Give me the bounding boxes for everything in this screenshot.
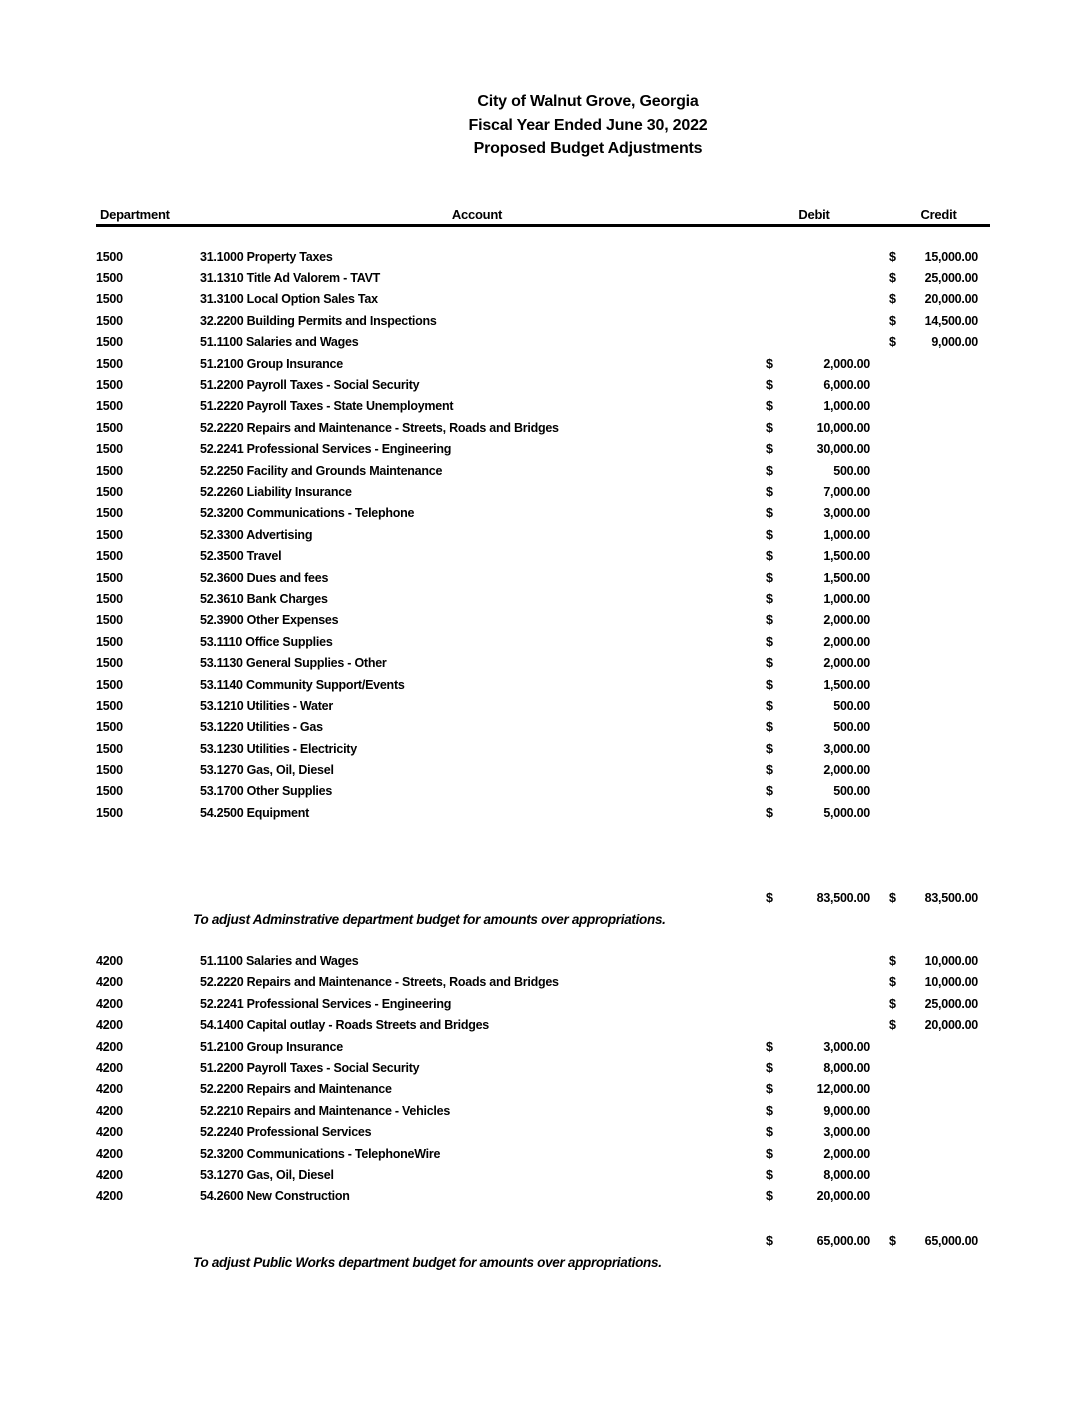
- department-cell: 1500: [96, 399, 123, 414]
- table-row: [96, 460, 990, 481]
- account-cell: 31.1000 Property Taxes: [200, 249, 333, 264]
- debit-cell: [754, 1040, 874, 1054]
- table-row: [96, 332, 990, 353]
- debit-cell-amount: 1,000.00: [823, 527, 870, 542]
- debit-cell-amount: 2,000.00: [823, 656, 870, 671]
- debit-cell-amount: 10,000.00: [816, 420, 870, 435]
- account-cell: 31.1310 Title Ad Valorem - TAVT: [200, 271, 381, 286]
- department-cell: 1500: [96, 378, 123, 393]
- currency-symbol: $: [889, 975, 896, 990]
- credit-cell-amount: 20,000.00: [924, 292, 978, 307]
- account-cell: 51.1100 Salaries and Wages: [200, 954, 359, 969]
- table-row: [96, 1186, 990, 1207]
- account-cell: 54.1400 Capital outlay - Roads Streets and Bridges: [200, 1018, 489, 1033]
- department-cell: 1500: [96, 549, 123, 564]
- account-cell: 32.2200 Building Permits and Inspections: [200, 313, 437, 328]
- debit-cell: [754, 613, 874, 627]
- account-cell: 53.1110 Office Supplies: [200, 634, 333, 649]
- header-account: Account: [451, 206, 503, 222]
- table-row: [96, 1164, 990, 1185]
- table-row: [96, 310, 990, 331]
- department-cell: 4200: [96, 1039, 123, 1054]
- currency-symbol: $: [889, 891, 896, 906]
- account-cell: 53.1230 Utilities - Electricity: [200, 741, 357, 756]
- table-row: [96, 610, 990, 631]
- department-cell: 1500: [96, 613, 123, 628]
- debit-cell-amount: 9,000.00: [823, 1103, 870, 1118]
- debit-cell: [754, 763, 874, 777]
- currency-symbol: $: [766, 741, 773, 756]
- debit-cell-amount: 500.00: [833, 784, 870, 799]
- currency-symbol: $: [766, 399, 773, 414]
- currency-symbol: $: [766, 1103, 773, 1118]
- table-row: [96, 802, 990, 823]
- credit-cell-amount: 25,000.00: [924, 271, 978, 286]
- debit-cell: [754, 1189, 874, 1203]
- table-row: [96, 1057, 990, 1078]
- table-row: [96, 1079, 990, 1100]
- account-cell: 53.1130 General Supplies - Other: [200, 656, 387, 671]
- currency-symbol: $: [889, 954, 896, 969]
- department-cell: 1500: [96, 442, 123, 457]
- currency-symbol: $: [766, 591, 773, 606]
- credit-cell: [887, 292, 990, 306]
- debit-cell-amount: 7,000.00: [823, 484, 870, 499]
- table-row: [96, 267, 990, 288]
- spacer: [96, 227, 990, 246]
- department-cell: 4200: [96, 954, 123, 969]
- spacer: [96, 1207, 990, 1230]
- credit-cell: [887, 314, 990, 328]
- total-debit-cell: [754, 1234, 874, 1248]
- credit-cell: [887, 335, 990, 349]
- table-row: [96, 759, 990, 780]
- debit-cell-amount: 500.00: [833, 463, 870, 478]
- header-credit: Credit: [920, 206, 957, 222]
- debit-cell: [754, 635, 874, 649]
- debit-cell: [754, 1125, 874, 1139]
- debit-cell-amount: 2,000.00: [823, 763, 870, 778]
- credit-cell: [887, 250, 990, 264]
- table-row: [96, 738, 990, 759]
- currency-symbol: $: [766, 1167, 773, 1182]
- department-cell: 1500: [96, 484, 123, 499]
- table-row: [96, 1015, 990, 1036]
- table-row: [96, 695, 990, 716]
- currency-symbol: $: [766, 356, 773, 371]
- currency-symbol: $: [889, 1233, 896, 1248]
- title-fiscal-year: Fiscal Year Ended June 30, 2022: [468, 116, 708, 134]
- credit-cell-amount: 14,500.00: [924, 313, 978, 328]
- debit-cell: [754, 357, 874, 371]
- debit-cell-amount: 3,000.00: [823, 741, 870, 756]
- department-cell: 1500: [96, 634, 123, 649]
- debit-cell-amount: 1,500.00: [823, 570, 870, 585]
- credit-cell: [887, 954, 990, 968]
- total-credit-cell: [887, 891, 990, 905]
- department-cell: 4200: [96, 975, 123, 990]
- title-city: City of Walnut Grove, Georgia: [477, 93, 699, 110]
- debit-cell-amount: 500.00: [833, 720, 870, 735]
- credit-cell-amount: 9,000.00: [931, 335, 978, 350]
- debit-cell: [754, 506, 874, 520]
- table-row: [96, 588, 990, 609]
- account-cell: 52.2260 Liability Insurance: [200, 484, 352, 499]
- currency-symbol: $: [766, 1039, 773, 1054]
- currency-symbol: $: [766, 1125, 773, 1140]
- department-cell: 1500: [96, 720, 123, 735]
- section-administrative-total-row: [96, 888, 990, 909]
- currency-symbol: $: [766, 1082, 773, 1097]
- currency-symbol: $: [766, 570, 773, 585]
- credit-cell-amount: 20,000.00: [924, 1018, 978, 1033]
- debit-cell: [754, 592, 874, 606]
- currency-symbol: $: [766, 677, 773, 692]
- debit-cell-amount: 1,000.00: [823, 399, 870, 414]
- credit-cell-amount: 25,000.00: [924, 996, 978, 1011]
- total-debit-cell: [754, 891, 874, 905]
- spacer: [96, 930, 990, 950]
- currency-symbol: $: [766, 463, 773, 478]
- table-row: [96, 481, 990, 502]
- table-row: [96, 417, 990, 438]
- total-credit-amount: 83,500.00: [924, 891, 978, 906]
- debit-cell: [754, 720, 874, 734]
- currency-symbol: $: [766, 805, 773, 820]
- department-cell: 1500: [96, 527, 123, 542]
- table-row: [96, 674, 990, 695]
- table-row: [96, 503, 990, 524]
- currency-symbol: $: [766, 763, 773, 778]
- credit-cell: [887, 975, 990, 989]
- debit-cell-amount: 2,000.00: [823, 634, 870, 649]
- debit-cell: [754, 656, 874, 670]
- account-cell: 52.2241 Professional Services - Engineering: [200, 996, 452, 1011]
- table-row: [96, 396, 990, 417]
- section-public-works-total-row: [96, 1230, 990, 1251]
- account-cell: 52.3200 Communications - TelephoneWire: [200, 1146, 441, 1161]
- section-public-works-rows: [96, 950, 990, 1207]
- department-cell: 1500: [96, 249, 123, 264]
- department-cell: 1500: [96, 271, 123, 286]
- department-cell: 4200: [96, 1103, 123, 1118]
- department-cell: 1500: [96, 420, 123, 435]
- debit-cell: [754, 806, 874, 820]
- debit-cell-amount: 5,000.00: [823, 805, 870, 820]
- currency-symbol: $: [766, 420, 773, 435]
- credit-cell-amount: 10,000.00: [924, 975, 978, 990]
- account-cell: 52.3500 Travel: [200, 549, 282, 564]
- account-cell: 53.1220 Utilities - Gas: [200, 720, 323, 735]
- department-cell: 4200: [96, 1189, 123, 1204]
- account-cell: 52.3610 Bank Charges: [200, 591, 328, 606]
- table-row: [96, 631, 990, 652]
- debit-cell: [754, 1082, 874, 1096]
- debit-cell-amount: 8,000.00: [823, 1167, 870, 1182]
- table-row: [96, 972, 990, 993]
- credit-cell-amount: 15,000.00: [924, 249, 978, 264]
- account-cell: 52.2241 Professional Services - Engineering: [200, 442, 452, 457]
- debit-cell: [754, 464, 874, 478]
- account-cell: 52.3600 Dues and fees: [200, 570, 329, 585]
- table-row: [96, 246, 990, 267]
- table-row: [96, 439, 990, 460]
- account-cell: 51.2220 Payroll Taxes - State Unemployment: [200, 399, 454, 414]
- total-credit-amount: 65,000.00: [924, 1233, 978, 1248]
- department-cell: 1500: [96, 763, 123, 778]
- debit-cell-amount: 1,500.00: [823, 677, 870, 692]
- debit-cell: [754, 1061, 874, 1075]
- department-cell: 1500: [96, 656, 123, 671]
- table-row: [96, 353, 990, 374]
- department-cell: 1500: [96, 698, 123, 713]
- currency-symbol: $: [766, 784, 773, 799]
- account-cell: 52.2210 Repairs and Maintenance - Vehicles: [200, 1103, 451, 1118]
- debit-cell-amount: 3,000.00: [823, 506, 870, 521]
- currency-symbol: $: [766, 506, 773, 521]
- account-cell: 51.1100 Salaries and Wages: [200, 335, 359, 350]
- debit-cell: [754, 485, 874, 499]
- table-row: [96, 950, 990, 971]
- credit-cell: [887, 997, 990, 1011]
- department-cell: 1500: [96, 313, 123, 328]
- table-row: [96, 1121, 990, 1142]
- table-row: [96, 524, 990, 545]
- debit-cell: [754, 1168, 874, 1182]
- debit-cell-amount: 30,000.00: [816, 442, 870, 457]
- account-cell: 52.2250 Facility and Grounds Maintenance: [200, 463, 443, 478]
- table-row: [96, 289, 990, 310]
- currency-symbol: $: [766, 484, 773, 499]
- table-header-row: [96, 204, 990, 227]
- department-cell: 4200: [96, 996, 123, 1011]
- department-cell: 4200: [96, 1060, 123, 1075]
- department-cell: 1500: [96, 506, 123, 521]
- debit-cell-amount: 6,000.00: [823, 378, 870, 393]
- department-cell: 4200: [96, 1018, 123, 1033]
- currency-symbol: $: [889, 292, 896, 307]
- budget-table: [96, 204, 990, 1273]
- credit-cell-amount: 10,000.00: [924, 954, 978, 969]
- currency-symbol: $: [889, 996, 896, 1011]
- account-cell: 52.2220 Repairs and Maintenance - Streets, Roads and Bridges: [200, 975, 559, 990]
- debit-cell: [754, 549, 874, 563]
- account-cell: 52.3300 Advertising: [200, 527, 313, 542]
- debit-cell-amount: 1,500.00: [823, 549, 870, 564]
- account-cell: 52.2220 Repairs and Maintenance - Streets, Roads and Bridges: [200, 420, 559, 435]
- account-cell: 52.2200 Repairs and Maintenance: [200, 1082, 392, 1097]
- section-public-works-note: To adjust Public Works department budget for amounts over appropriations.: [193, 1254, 662, 1270]
- debit-cell: [754, 678, 874, 692]
- department-cell: 4200: [96, 1146, 123, 1161]
- account-cell: 51.2200 Payroll Taxes - Social Security: [200, 1060, 420, 1075]
- table-row: [96, 781, 990, 802]
- debit-cell-amount: 3,000.00: [823, 1125, 870, 1140]
- currency-symbol: $: [766, 656, 773, 671]
- department-cell: 1500: [96, 292, 123, 307]
- debit-cell: [754, 421, 874, 435]
- department-cell: 1500: [96, 591, 123, 606]
- account-cell: 53.1210 Utilities - Water: [200, 698, 333, 713]
- currency-symbol: $: [766, 1233, 773, 1248]
- total-credit-cell: [887, 1234, 990, 1248]
- debit-cell-amount: 2,000.00: [823, 1146, 870, 1161]
- total-debit-amount: 83,500.00: [816, 891, 870, 906]
- debit-cell: [754, 742, 874, 756]
- currency-symbol: $: [889, 313, 896, 328]
- section-administrative-rows: [96, 246, 990, 824]
- account-cell: 53.1270 Gas, Oil, Diesel: [200, 763, 334, 778]
- department-cell: 1500: [96, 570, 123, 585]
- table-row: [96, 545, 990, 566]
- table-row: [96, 717, 990, 738]
- table-row: [96, 1036, 990, 1057]
- currency-symbol: $: [766, 891, 773, 906]
- credit-cell: [887, 1018, 990, 1032]
- debit-cell-amount: 20,000.00: [816, 1189, 870, 1204]
- table-row: [96, 1143, 990, 1164]
- department-cell: 1500: [96, 741, 123, 756]
- department-cell: 1500: [96, 356, 123, 371]
- currency-symbol: $: [766, 378, 773, 393]
- debit-cell: [754, 1104, 874, 1118]
- department-cell: 1500: [96, 463, 123, 478]
- currency-symbol: $: [766, 720, 773, 735]
- account-cell: 54.2600 New Construction: [200, 1189, 350, 1204]
- account-cell: 51.2100 Group Insurance: [200, 1039, 343, 1054]
- account-cell: 54.2500 Equipment: [200, 805, 309, 820]
- department-cell: 1500: [96, 677, 123, 692]
- debit-cell: [754, 399, 874, 413]
- spacer: [96, 824, 990, 888]
- debit-cell-amount: 3,000.00: [823, 1039, 870, 1054]
- debit-cell-amount: 1,000.00: [823, 591, 870, 606]
- account-cell: 51.2100 Group Insurance: [200, 356, 343, 371]
- account-cell: 53.1700 Other Supplies: [200, 784, 333, 799]
- account-cell: 51.2200 Payroll Taxes - Social Security: [200, 378, 420, 393]
- currency-symbol: $: [889, 335, 896, 350]
- currency-symbol: $: [766, 698, 773, 713]
- currency-symbol: $: [766, 549, 773, 564]
- header-debit: Debit: [798, 206, 830, 222]
- currency-symbol: $: [766, 1060, 773, 1075]
- header-department: Department: [100, 206, 170, 222]
- account-cell: 53.1140 Community Support/Events: [200, 677, 405, 692]
- table-row: [96, 993, 990, 1014]
- debit-cell-amount: 12,000.00: [816, 1082, 870, 1097]
- debit-cell-amount: 2,000.00: [823, 356, 870, 371]
- section-administrative-note: To adjust Adminstrative department budget for amounts over appropriations.: [193, 912, 666, 928]
- table-row: [96, 652, 990, 673]
- debit-cell: [754, 784, 874, 798]
- currency-symbol: $: [889, 271, 896, 286]
- total-debit-amount: 65,000.00: [816, 1233, 870, 1248]
- credit-cell: [887, 271, 990, 285]
- debit-cell: [754, 699, 874, 713]
- currency-symbol: $: [766, 1146, 773, 1161]
- account-cell: 52.2240 Professional Services: [200, 1125, 372, 1140]
- department-cell: 4200: [96, 1167, 123, 1182]
- debit-cell-amount: 2,000.00: [823, 613, 870, 628]
- table-row: [96, 374, 990, 395]
- document-title-block: [188, 90, 988, 161]
- debit-cell-amount: 8,000.00: [823, 1060, 870, 1075]
- debit-cell-amount: 500.00: [833, 698, 870, 713]
- table-row: [96, 567, 990, 588]
- table-row: [96, 1100, 990, 1121]
- currency-symbol: $: [766, 442, 773, 457]
- account-cell: 53.1270 Gas, Oil, Diesel: [200, 1167, 334, 1182]
- debit-cell: [754, 378, 874, 392]
- department-cell: 4200: [96, 1082, 123, 1097]
- title-subject: Proposed Budget Adjustments: [473, 140, 703, 157]
- currency-symbol: $: [766, 1189, 773, 1204]
- account-cell: 52.3900 Other Expenses: [200, 613, 339, 628]
- debit-cell: [754, 1147, 874, 1161]
- currency-symbol: $: [889, 1018, 896, 1033]
- debit-cell: [754, 528, 874, 542]
- department-cell: 1500: [96, 784, 123, 799]
- account-cell: 31.3100 Local Option Sales Tax: [200, 292, 378, 307]
- department-cell: 1500: [96, 335, 123, 350]
- department-cell: 4200: [96, 1125, 123, 1140]
- currency-symbol: $: [766, 634, 773, 649]
- debit-cell: [754, 571, 874, 585]
- currency-symbol: $: [766, 527, 773, 542]
- department-cell: 1500: [96, 805, 123, 820]
- debit-cell: [754, 442, 874, 456]
- currency-symbol: $: [766, 613, 773, 628]
- currency-symbol: $: [889, 249, 896, 264]
- account-cell: 52.3200 Communications - Telephone: [200, 506, 415, 521]
